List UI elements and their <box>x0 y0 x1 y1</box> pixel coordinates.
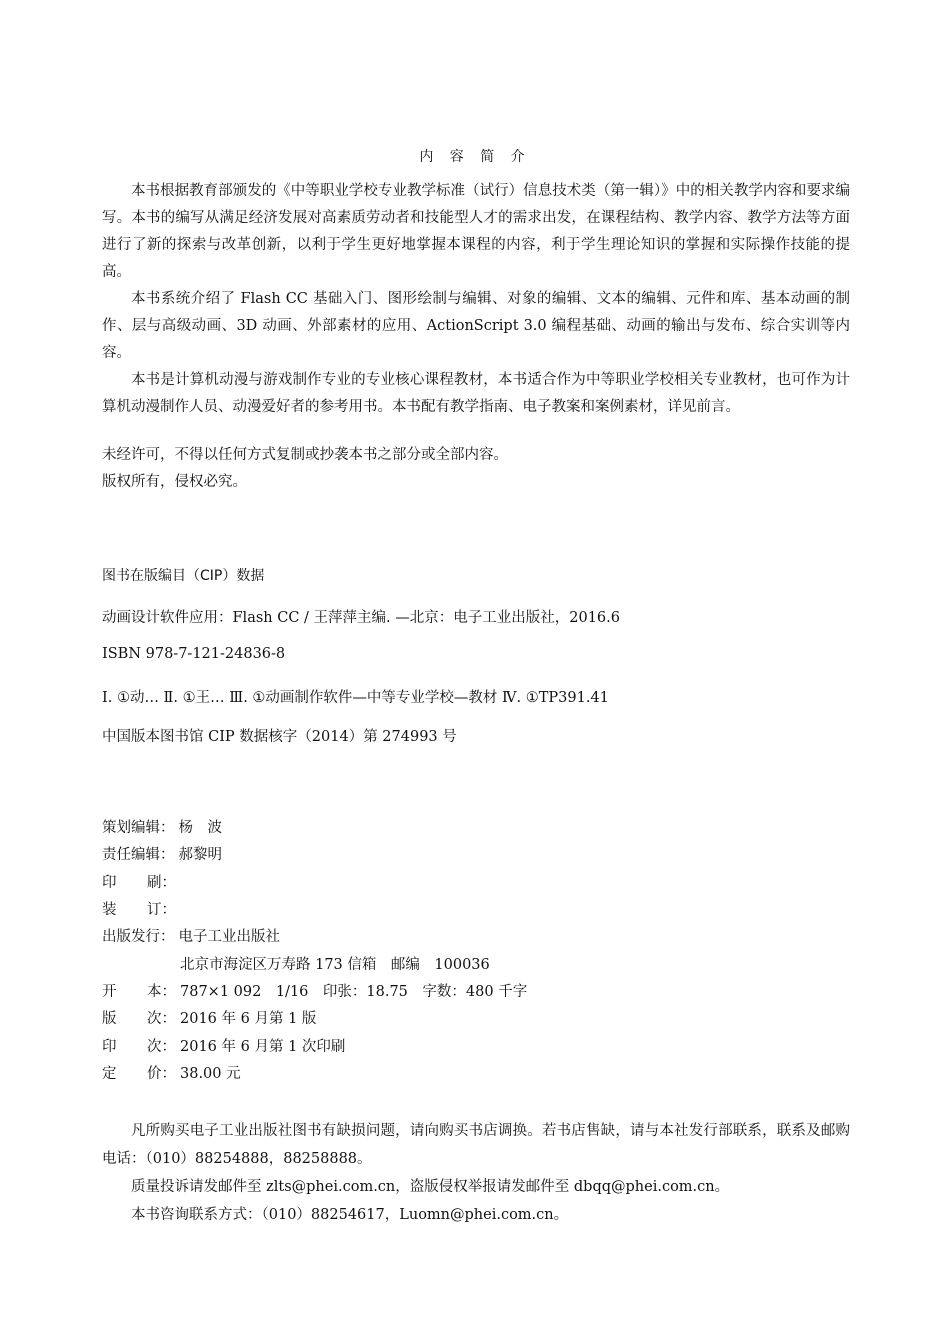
label-char: 订： <box>147 902 176 919</box>
label-char: 印 <box>102 1038 117 1055</box>
row-label <box>102 980 176 1001</box>
colophon-row-planning-editor <box>102 813 850 840</box>
label-char: 刷： <box>147 874 176 891</box>
intro-title: 内 容 简 介 <box>419 149 531 165</box>
row-label <box>102 1007 176 1028</box>
footer-paragraph: 本书咨询联系方式：（010）88254617，Luomn@phei.com.cn。 <box>131 1207 569 1223</box>
colophon-row-impression <box>102 1031 850 1058</box>
row-sep: ： <box>160 929 175 946</box>
row-value: 杨 波 <box>178 820 222 837</box>
row-value: 2016 年 6 月第 1 次印刷 <box>180 1038 346 1055</box>
colophon-row-printing <box>102 868 850 895</box>
notice-line: 未经许可，不得以任何方式复制或抄袭本书之部分或全部内容。 <box>102 447 508 463</box>
footer-contact <box>102 1117 850 1229</box>
row-label <box>102 898 176 919</box>
row-value: 郝黎明 <box>178 847 222 864</box>
row-label <box>102 1035 176 1056</box>
colophon-row-binding <box>102 895 850 922</box>
row-label: 策划编辑 <box>102 820 160 837</box>
label-char: 装 <box>102 902 117 919</box>
colophon-row-edition <box>102 1004 850 1031</box>
label-char: 本： <box>147 983 176 1000</box>
label-char: 开 <box>102 983 117 1000</box>
row-sep: ： <box>160 847 175 864</box>
intro-paragraph: 本书根据教育部颁发的《中等职业学校专业教学标准（试行）信息技术类（第一辑）》中的相关教学内容和要求编写。本书的编写从满足经济发展对高素质劳动者和技能型人才的需求出发，在课程结构、教学内容、教学方法等方面进行了新的探索与改革创新，以利于学生更好地掌握本课程的内容，利于学生理论知识的掌握和实际操作技能的提高。 <box>102 183 850 280</box>
colophon <box>102 813 850 1086</box>
cip-title-line: 动画设计软件应用：Flash CC / 王萍萍主编. —北京：电子工业出版社，2016.6 <box>102 610 620 626</box>
intro-paragraph: 本书系统介绍了 Flash CC 基础入门、图形绘制与编辑、对象的编辑、文本的编辑、元件和库、基本动画的制作、层与高级动画、3D 动画、外部素材的应用、ActionScript 3.0 编程基础、动画的输出与发布、综合实训等内容。 <box>102 291 850 361</box>
colophon-row-price <box>102 1059 850 1086</box>
row-label <box>102 1062 176 1083</box>
footer-paragraph: 凡所购买电子工业出版社图书有缺损问题，请向购买书店调换。若书店售缺，请与本社发行部联系，联系及邮购电话：（010）88254888，88258888。 <box>102 1123 850 1167</box>
label-char: 定 <box>102 1065 117 1082</box>
label-char: 版 <box>102 1011 117 1028</box>
label-char: 次： <box>147 1038 176 1055</box>
row-value: 787×1 092 1/16 印张：18.75 字数：480 千字 <box>180 983 528 1000</box>
cip-heading: 图书在版编目（CIP）数据 <box>102 568 265 584</box>
cip-record-line: 中国版本图书馆 CIP 数据核字（2014）第 274993 号 <box>102 729 457 745</box>
footer-paragraph: 质量投诉请发邮件至 zlts@phei.com.cn，盗版侵权举报请发邮件至 dbqq@phei.com.cn。 <box>131 1179 730 1195</box>
intro-paragraph: 本书是计算机动漫与游戏制作专业的专业核心课程教材，本书适合作为中等职业学校相关专业教材，也可作为计算机动漫制作人员、动漫爱好者的参考用书。本书配有教学指南、电子教案和案例素材，详见前言。 <box>102 372 850 415</box>
label-char: 次： <box>147 1011 176 1028</box>
intro-body <box>102 178 850 421</box>
cip-classification-line: Ⅰ. ①动… Ⅱ. ①王… Ⅲ. ①动画制作软件—中等专业学校—教材 Ⅳ. ①TP391.41 <box>102 690 609 706</box>
row-label <box>102 871 176 892</box>
colophon-row-address <box>102 949 850 976</box>
colophon-row-publisher <box>102 922 850 949</box>
row-value: 电子工业出版社 <box>178 929 280 946</box>
label-char: 价： <box>147 1065 176 1082</box>
row-value: 38.00 元 <box>180 1065 241 1082</box>
label-char: 印 <box>102 874 117 891</box>
row-sep: ： <box>160 820 175 837</box>
colophon-row-responsible-editor <box>102 840 850 867</box>
publisher-address: 北京市海淀区万寿路 173 信箱 邮编 100036 <box>180 956 490 973</box>
notice-line: 版权所有，侵权必究。 <box>102 474 247 490</box>
row-value: 2016 年 6 月第 1 版 <box>180 1011 317 1028</box>
copyright-notice <box>102 442 850 496</box>
row-label: 出版发行 <box>102 929 160 946</box>
row-label: 责任编辑 <box>102 847 160 864</box>
colophon-row-format <box>102 977 850 1004</box>
cip-isbn-line: ISBN 978-7-121-24836-8 <box>102 646 286 662</box>
